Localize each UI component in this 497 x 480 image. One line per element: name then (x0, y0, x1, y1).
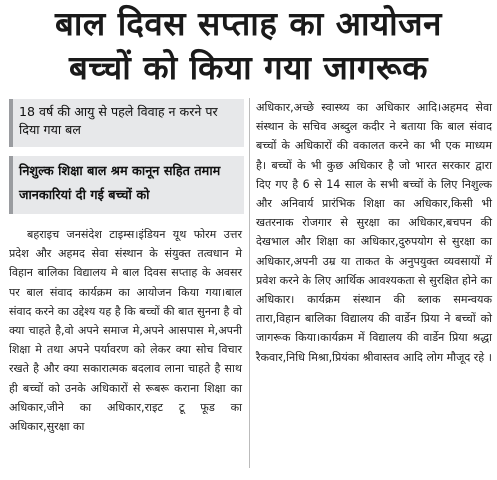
right-column-text: अधिकार,अच्छे स्वास्थ्य का अधिकार आदि।अहमद सेवा संस्थान के सचिव अब्दुल कदीर ने बताया कि बाल संवाद बच्चों के अधिकारों की वकालत करने का भी एक माध्यम है। बच्चों के भी कुछ अधिकार है जो भारत सरकार द्वारा दिए गए है 6 से 14 साल के सभी बच्चों के लिए निशुल्क और अनिवार्य प्रारंभिक शिक्षा का अधिकार,किसी भी खतरनाक रोजगार से सुरक्षा का अधिकार,बचपन की देखभाल और शिक्षा का अधिकार,दुरुपयोग से सुरक्षा का अधिकार,अपनी उम्र या ताकत के अनुपयुक्त व्यवसायों में प्रवेश करने के लिए आर्थिक आवश्यकता से सुरक्षित होने का अधिकार। कार्यक्रम संस्थान की ब्लाक समन्वयक तारा,विहान बालिका विद्यालय की वार्डेन प्रिया ने बच्चों को जागरूक किया।कार्यक्रम में विद्यालय की वार्डेन प्रिया श्रद्धा रैकवार,निधि मिश्रा,प्रियंका श्रीवास्तव आदि लोग मौजूद रहे । (256, 101, 492, 364)
headline-line-2: बच्चों को किया गया जागरूक (68, 48, 429, 87)
headline-line-1: बाल दिवस सप्ताह का आयोजन (55, 4, 442, 43)
left-column-text: बहराइच जनसंदेश टाइम्स।इंडियन यूथ फोरम उत्तर प्रदेश और अहमद सेवा संस्थान के संयुक्त तत्वधान मे विहान बालिका विद्यालय मे बाल दिवस सप्ताह के अवसर पर बाल संवाद कार्यक्रम का आयोजन किया गया।बाल संवाद करने का उद्देश्य यह है कि बच्चों की बात सुनना है वो क्या चाहते है,वो अपने समाज मे,अपने आसपास मे,अपनी शिक्षा मे तथा अपने पर्यावरण को लेकर क्या सोच विचार रखते है और क्या सकारात्मक बदलाव लाना चाहते है साथ ही बच्चों को उनके अधिकारों से रूबरू कराना शिक्षा का अधिकार,जीने का अधिकार,राइट टू फूड का अधिकार,सुरक्षा का (9, 228, 242, 434)
right-column (256, 98, 492, 367)
highlight-box-2: निशुल्क शिक्षा बाल श्रम कानून सहित तमाम जानकारियां दी गई बच्चों को (9, 156, 244, 214)
left-column (9, 225, 242, 436)
highlight-box-1: 18 वर्ष की आयु से पहले विवाह न करने पर दिया गया बल (9, 99, 244, 147)
column-divider (249, 98, 250, 468)
headline (0, 2, 497, 90)
